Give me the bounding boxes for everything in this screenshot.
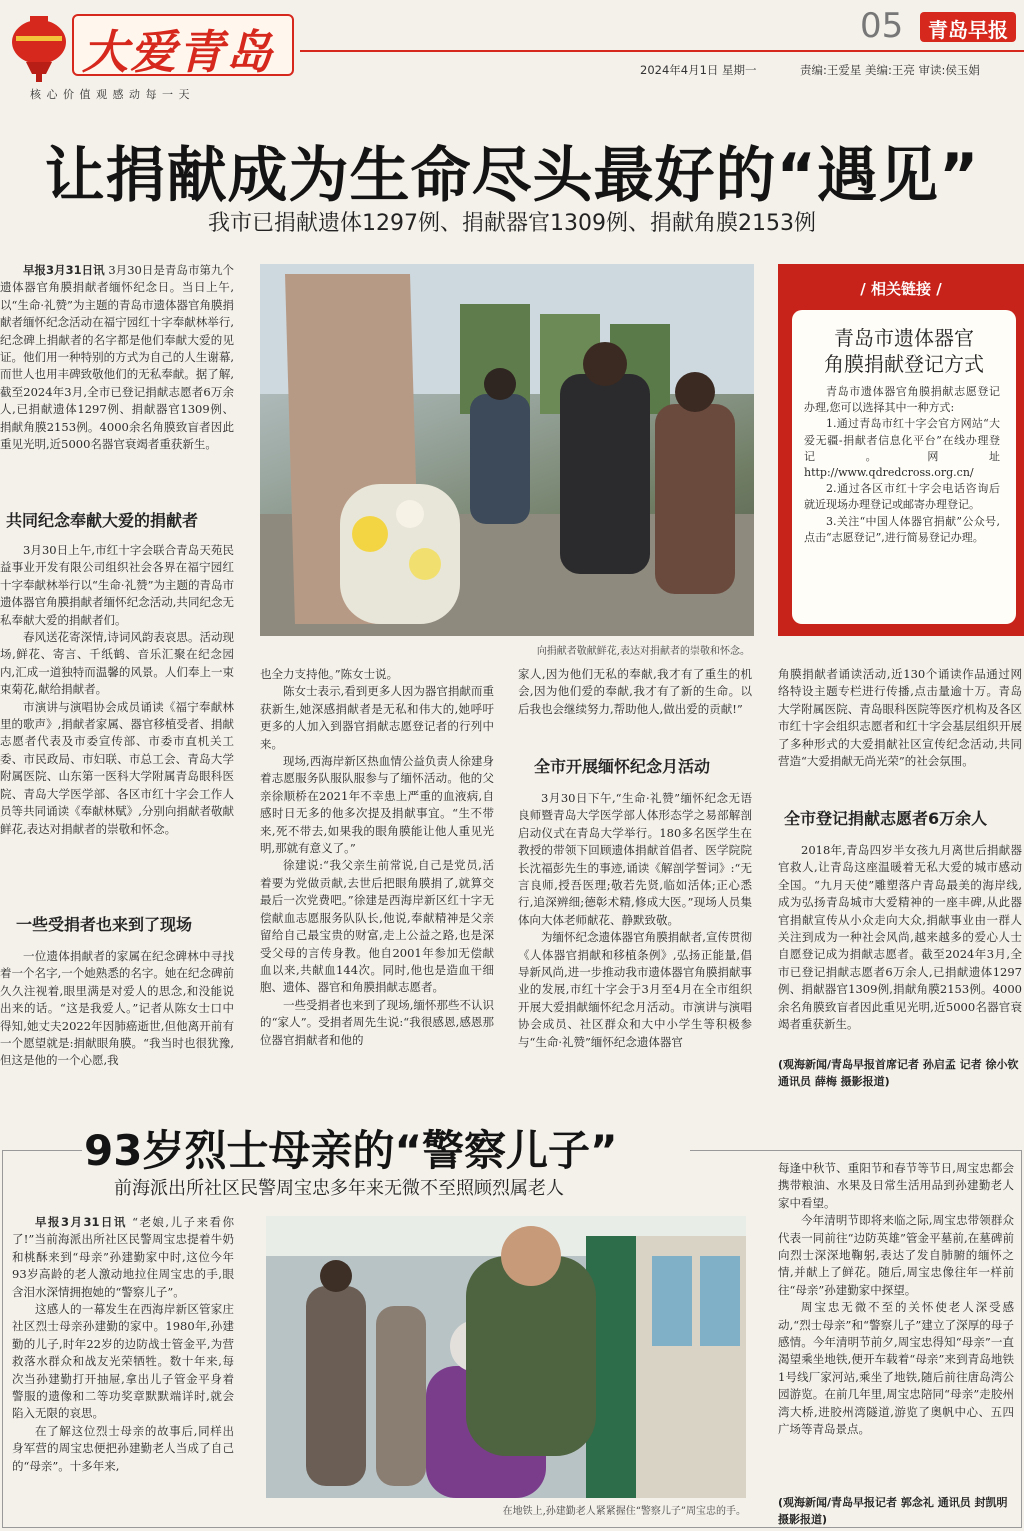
article2-dateline: 早报3月31日讯: [35, 1215, 127, 1229]
sidebar-item-phone: 2.通过各区市红十字会电话咨询后就近现场办理登记或邮寄办理登记。: [804, 482, 1000, 512]
paragraph: 3月30日上午,市红十字会联合青岛天苑民益事业开发有限公司组织社会各界在福宁园红十字奉献林举行以“生命·礼赞”为主题的青岛市遗体器官角膜捐献者缅怀纪念活动,共同纪念无私奉献大爱的捐献者们。: [0, 543, 234, 627]
subway-photo: [266, 1216, 746, 1498]
article2-rule-right: [690, 1150, 1022, 1151]
article1-col1-body: [0, 542, 234, 904]
sidebar-item-wechat: 3.关注“中国人体器官捐献”公众号,点击“志愿登记”,进行简易登记办理。: [804, 514, 1000, 544]
article1-col4-top: [778, 666, 1022, 798]
sidebar-title-line2: 角膜捐献登记方式: [824, 352, 984, 376]
paragraph: 3月30日下午,“生命·礼赞”缅怀纪念无语良师暨青岛大学医学部人体形态学之易部解剖启动仪式在青岛大学举行。180多名医学生在教授的带领下回顾遗体捐献首倡者、医学院院长沈福彭先生的事迹,诵读《解剖学誓词》:“无言良师,授吾医理;敬若先贤,临如活体;正心悉行,追深辨细;德彰术精,修成大医。”现场人员集体向大体老师献花、静默致敬。: [518, 791, 752, 927]
article1-col1-tail: [0, 948, 234, 1090]
section-title-recipients: 一些受捐者也来到了现场: [16, 915, 193, 934]
paragraph: 这感人的一幕发生在西海岸新区管家庄社区烈士母亲孙建勤的家中。1980年,孙建勤的儿子,时年22岁的边防战士管金平,为营救落水群众和战友光荣牺牲。数十年来,每次当孙建勤打开抽屉,拿出儿子管金平身着警服的遗像和二等功奖章默默端详时,就会陷入无限的哀思。: [12, 1302, 234, 1421]
paragraph: 今年清明节即将来临之际,周宝忠带领群众代表一同前往“边防英雄”管金平墓前,在墓碑前向烈士深深地鞠躬,表达了发自肺腑的缅怀之情,并献上了鲜花。随后,周宝忠像往年一样前往“母亲”孙建勤家中探望。: [778, 1213, 1014, 1297]
page-number: 05: [860, 6, 904, 46]
lantern-logo-icon: [6, 8, 72, 84]
section-title-commemorate: 共同纪念奉献大爱的捐献者: [6, 511, 199, 530]
masthead-rule: [300, 50, 1024, 52]
paragraph: 陈女士表示,看到更多人因为器官捐献而重获新生,她深感捐献者是无私和伟大的,她呼吁更多的人加入到器官捐献志愿登记者的行列中来。: [260, 684, 494, 751]
lead-text: 3月30日是青岛市第九个遗体器官角膜捐献者缅怀纪念日。当日上午,以“生命·礼赞”为主题的青岛市遗体器官角膜捐献者缅怀纪念活动在福宁园红十字奉献林举行,纪念碑上捐献者的名字都是他们奉献大爱的见证。他们用一种特别的方式为自己的人生谢幕,而世人也用丰碑致敬他们的无私奉献。据了解,截至2024年3月,全市已登记捐献志愿者6万余人,已捐献遗体1297例、捐献器官1309例、捐献角膜2153例。4000余名角膜致盲者因此重见光明,近5000名器官衰竭者重获新生。: [0, 263, 234, 452]
paragraph: 在了解这位烈士母亲的故事后,同样出身军营的周宝忠便把孙建勤老人当成了自己的“母亲”。十多年来,: [12, 1423, 234, 1473]
article1-col3-top: [518, 666, 752, 738]
related-links-label: / 相关链接 /: [860, 280, 942, 298]
paragraph: 一位遗体捐献者的家属在纪念碑林中寻找着一个名字,一个她熟悉的名字。她在纪念碑前久久注视着,眼里满是对爱人的思念,和没能说出来的话。“这是我爱人。”记者从陈女士口中得知,她丈夫2022年因肺癌逝世,但他离开前有一个愿望就是:捐献眼角膜。“我当时也很犹豫,但这是他的一个心愿,我: [0, 949, 234, 1068]
paragraph: 家人,因为他们无私的奉献,我才有了重生的机会,因为他们爱的奉献,我才有了新的生命。以后我也会继续努力,帮助他人,做出爱的贡献!”: [518, 667, 752, 716]
paragraph: 市演讲与演唱协会成员诵读《福宁奉献林里的歌声》,捐献者家属、器官移植受者、捐献志愿者代表及市委宣传部、市委市直机关工委、市民政局、市妇联、市总工会、青岛大学附属医院、山东第一医科大学附属青岛眼科医院、青岛大学医学部、各区市红十字会工作人员等共同诵读《奉献林赋》,分别向捐献者敬献鲜花,表达对捐献者的崇敬和怀念。: [0, 699, 234, 836]
article2-col1: [12, 1214, 234, 1510]
paragraph: 现场,西海岸新区热血情公益负责人徐建身着志愿服务队服队服参与了缅怀活动。他的父亲徐顺桥在2021年不幸患上严重的血液病,自感时日无多的他多次提及捐献事宜。“生不带来,死不带去,如果我的眼角膜能让他人重见光明,那就有意义了。”: [260, 754, 494, 856]
article1-col3-body: [518, 790, 752, 1090]
paragraph: 徐建说:“我父亲生前常说,自己是党员,活着要为党做贡献,去世后把眼角膜捐了,就算交最后一次党费吧。”徐建是西海岸新区红十字无偿献血志愿服务队队长,他说,奉献精神是父亲留给自己最宝贵的财富,走上公益之路,也是深受父母的言传身教。他自2001年参加无偿献血以来,共献血144次。同时,他也是造血干细胞、遗体、器官和角膜捐献志愿者。: [260, 858, 494, 995]
memorial-scene-illustration: [260, 264, 754, 636]
article2-rule-left: [2, 1150, 82, 1151]
sidebar-title-line1: 青岛市遗体器官: [834, 326, 974, 350]
slogan: 核 心 价 值 观 感 动 每 一 天: [30, 88, 191, 101]
editor-credits: 责编:王爱星 美编:王亮 审读:侯玉娟: [800, 63, 980, 77]
paragraph: 2018年,青岛四岁半女孩九月离世后捐献器官救人,让青岛这座温暖着无私大爱的城市感动全国。“九月天使”雕塑落户青岛最美的海岸线,成为弘扬青岛城市大爱精神的一座丰碑,从此器官捐献宣传从小众走向大众,捐献事业由一群人关注到成为一种社会风尚,越来越多的爱心人士自愿登记成为捐献志愿者。截至2024年3月,全市已登记捐献志愿者6万余人,已捐献遗体1297例、捐献器官1309例,捐献角膜2153例。4000余名角膜致盲者因此重见光明,近5000名器官衰竭者重获新生。: [778, 843, 1022, 1032]
sidebar-item-website[interactable]: 1.通过青岛市红十字会官方网站“大爱无疆-捐献者信息化平台”在线办理登记。网址http://www.qdredcross.org.cn/: [804, 417, 1000, 480]
memorial-photo: [260, 264, 754, 636]
date-line: 2024年4月1日 星期一: [640, 63, 757, 77]
article1-lead: [0, 262, 234, 492]
lead-dateline: 早报3月31日讯: [23, 263, 105, 277]
sidebar-intro: 青岛市遗体器官角膜捐献志愿登记办理,您可以选择其中一种方式:: [804, 385, 1000, 415]
article1-col2: [260, 666, 494, 1090]
paper-name-badge: 青岛早报: [920, 12, 1016, 42]
paragraph: 为缅怀纪念遗体器官角膜捐献者,宣传贯彻《人体器官捐献和移植条例》,弘扬正能量,倡导新风尚,进一步推动我市遗体器官角膜捐献事业的发展,市红十字会于3月至4月在全市组织开展大爱捐献缅怀纪念月活动。市演讲与演唱协会成员、社区群众和大中小学生等积极参与“生命·礼赞”缅怀纪念遗体器官: [518, 930, 752, 1049]
article2-headline: 93岁烈士母亲的“警察儿子”: [84, 1126, 618, 1175]
memorial-photo-caption: 向捐献者敬献鲜花,表达对捐献者的崇敬和怀念。: [536, 646, 750, 657]
article2-lead: “老娘,儿子来看你了!”当前海派出所社区民警周宝忠提着牛奶和桃酥来到“母亲”孙建勤家中时,这位今年93岁高龄的老人激动地拉住周宝忠的手,眼含泪水深情拥抱她的“警察儿子”。: [12, 1215, 234, 1299]
article1-byline: (观海新闻/青岛早报首席记者 孙启孟 记者 徐小钦 通讯员 薛梅 摄影报道): [778, 1058, 1019, 1088]
column-name: 大爱青岛: [82, 25, 274, 79]
paragraph: 春风送花寄深情,诗词风韵表哀思。活动现场,鲜花、寄言、千纸鹤、音乐汇聚在纪念园内,汇成一道独特而温馨的风景。人们奉上一束束菊花,献给捐献者。: [0, 630, 234, 697]
subway-photo-caption: 在地铁上,孙建勤老人紧紧握住“警察儿子”周宝忠的手。: [502, 1506, 746, 1517]
article2-byline: (观海新闻/青岛早报记者 郭念礼 通讯员 封凯明 摄影报道): [778, 1496, 1008, 1526]
sidebar-body: [804, 384, 1000, 614]
article1-col4-body: [778, 842, 1022, 1054]
section-title-memorial-month: 全市开展缅怀纪念月活动: [534, 757, 711, 776]
article2-subhead: 前海派出所社区民警周宝忠多年来无微不至照顾烈属老人: [114, 1178, 564, 1199]
article1-subhead: 我市已捐献遗体1297例、捐献器官1309例、捐献角膜2153例: [208, 211, 816, 236]
article2-col-right: [778, 1160, 1014, 1492]
paragraph: 每逢中秋节、重阳节和春节等节日,周宝忠都会携带粮油、水果及日常生活用品到孙建勤老人家中看望。: [778, 1161, 1014, 1210]
section-title-volunteers: 全市登记捐献志愿者6万余人: [784, 809, 988, 828]
masthead: [0, 0, 1024, 108]
paragraph: 一些受捐者也来到了现场,缅怀那些不认识的“家人”。受捐者周先生说:“我很感恩,感恩那位器官捐献者和他的: [260, 997, 494, 1047]
paragraph: 周宝忠无微不至的关怀使老人深受感动,“烈士母亲”和“警察儿子”建立了深厚的母子感情。今年清明节前夕,周宝忠得知“母亲”一直渴望乘坐地铁,便开车载着“母亲”来到青岛地铁1号线厂家河站,乘坐了地铁,随后前往唐岛湾公园游览。在前几年里,周宝忠陪同“母亲”走胶州湾大桥,进胶州湾隧道,游览了奥帆中心、五四广场等青岛景点。: [778, 1300, 1014, 1437]
article1-headline: 让捐献成为生命尽头最好的“遇见”: [44, 141, 980, 211]
paragraph: 角膜捐献者诵读活动,近130个诵读作品通过网络特设主题专栏进行传播,点击量逾十万。青岛大学附属医院、青岛眼科医院等医疗机构及各区市红十字会组织志愿者和红十字会基层组织开展了多种形式的大爱捐献社区宣传纪念活动,共同营造“大爱捐献无尚光荣”的社会氛围。: [778, 667, 1022, 769]
subway-scene-illustration: [266, 1216, 746, 1498]
paragraph: 也全力支持他。”陈女士说。: [260, 667, 399, 681]
